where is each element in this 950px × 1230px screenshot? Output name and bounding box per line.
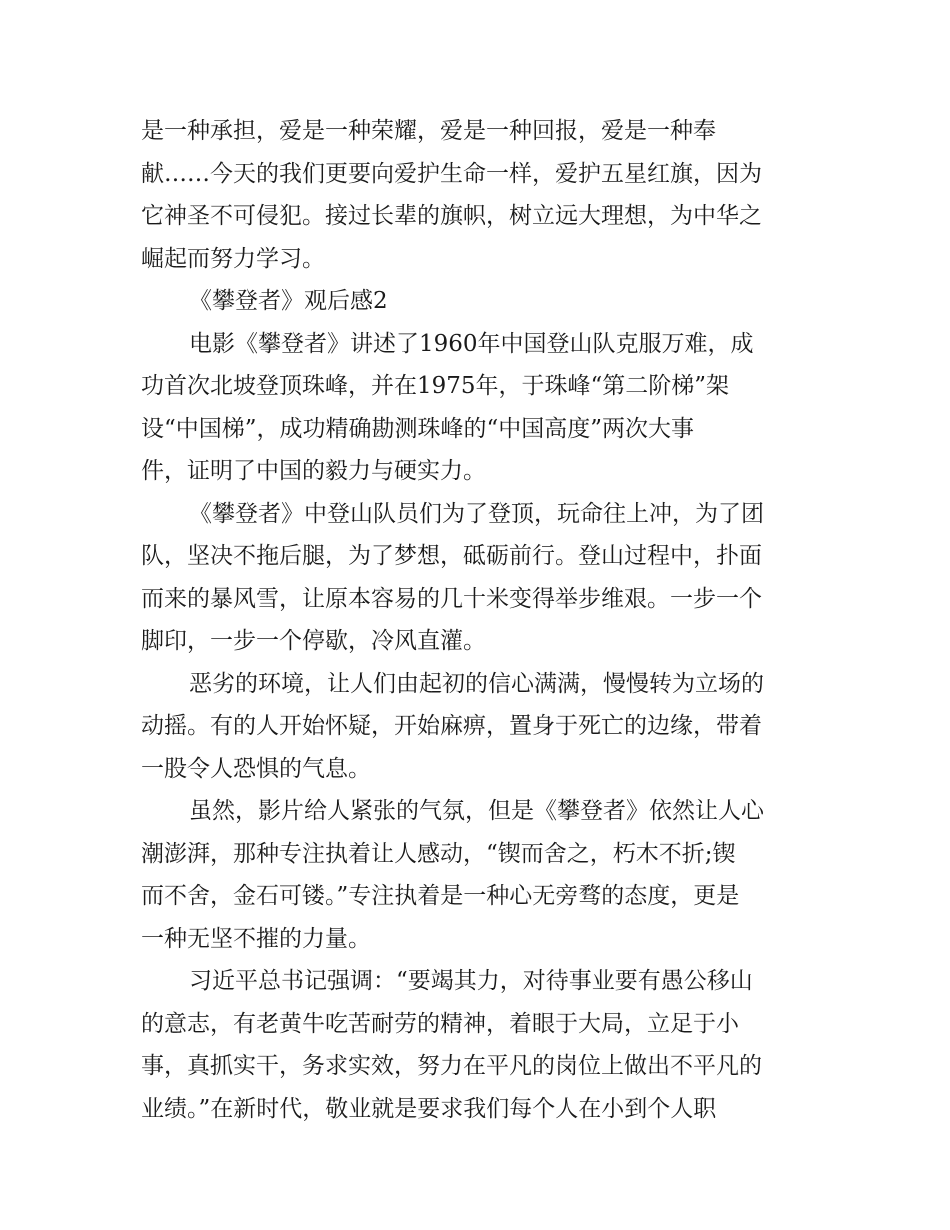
text-line: 功首次北坡登顶珠峰，并在1975年，于珠峰“第二阶梯”架 xyxy=(141,373,730,399)
text-line: 是一种承担，爱是一种荣耀，爱是一种回报，爱是一种奉 xyxy=(141,118,716,144)
text-line: 脚印，一步一个停歇，冷风直灌。 xyxy=(141,628,486,654)
section-heading: 《攀登者》观后感2 xyxy=(189,288,388,314)
text-line: 一种无坚不摧的力量。 xyxy=(141,925,371,952)
text-line: 它神圣不可侵犯。接过长辈的旗帜，树立远大理想，为中华之 xyxy=(141,203,762,229)
text-line: 设“中国梯”，成功精确勘测珠峰的“中国高度”两次大事 xyxy=(141,415,695,442)
text-line: 虽然，影片给人紧张的气氛，但是《攀登者》依然让人心 xyxy=(189,798,764,824)
text-line: 而不舍，金石可镂。”专注执着是一种心无旁骛的态度，更是 xyxy=(141,883,740,909)
text-line: 业绩。”在新时代，敬业就是要求我们每个人在小到个人职 xyxy=(141,1095,717,1122)
text-line: 潮澎湃，那种专注执着让人感动，“锲而舍之，朽木不折;锲 xyxy=(141,840,736,867)
text-line: 而来的暴风雪，让原本容易的几十米变得举步维艰。一步一个 xyxy=(141,585,762,612)
text-line: 电影《攀登者》讲述了1960年中国登山队克服万难，成 xyxy=(189,330,754,357)
text-line: 一股令人恐惧的气息。 xyxy=(141,755,371,782)
text-line: 队，坚决不拖后腿，为了梦想，砥砺前行。登山过程中，扑面 xyxy=(141,543,762,569)
text-line: 习近平总书记强调：“要竭其力，对待事业要有愚公移山 xyxy=(189,968,753,994)
text-line: 件，证明了中国的毅力与硬实力。 xyxy=(141,458,486,484)
text-line: 崛起而努力学习。 xyxy=(141,245,325,272)
text-line: 《攀登者》中登山队员们为了登顶，玩命往上冲，为了团 xyxy=(189,500,764,527)
text-line: 动摇。有的人开始怀疑，开始麻痹，置身于死亡的边缘，带着 xyxy=(141,713,762,739)
text-line: 献……今天的我们更要向爱护生命一样，爱护五星红旗，因为 xyxy=(141,160,762,187)
text-line: 的意志，有老黄牛吃苦耐劳的精神，着眼于大局，立足于小 xyxy=(141,1010,739,1037)
document-page xyxy=(141,110,813,1130)
text-line: 恶劣的环境，让人们由起初的信心满满，慢慢转为立场的 xyxy=(189,670,764,697)
text-line: 事，真抓实干，务求实效，努力在平凡的岗位上做出不平凡的 xyxy=(141,1053,762,1079)
